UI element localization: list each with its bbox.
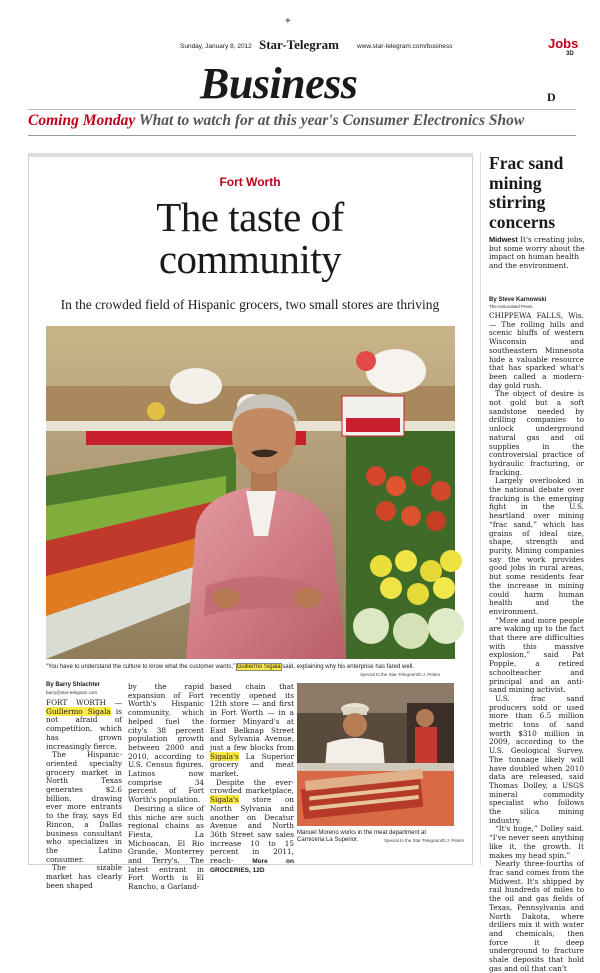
paragraph-text: La Superior grocery and meat market. xyxy=(210,751,294,779)
sidebar-paragraph: Largely overlooked in the national debate over fracking is the emerging fight in the U.S. heartland over mining “frac sand,” which has grains of ideal size, shape, strength and purity. Mining companies say the work provides good jobs in rural areas, but some residents fear the increase in mining could harm human health and the environment. xyxy=(489,476,584,616)
newspaper-name: Star-Telegram xyxy=(259,37,339,52)
highlight-name: Guillermo Sigala xyxy=(46,706,111,716)
photo2-caption: Manuel Moreno works in the meat department at Carniceria La Superior. xyxy=(297,830,427,843)
author-email: barry@star-telegram.com xyxy=(46,690,98,695)
paragraph-text: based chain that recently opened its 12th store — and first in Fort Worth — in a former Minyard's at East Belknap Street and Sylvania Avenue, just a few blocks from xyxy=(210,682,294,752)
story-deck: In the crowded field of Hispanic grocers, two small stores are thriving xyxy=(60,297,440,312)
photo-caption xyxy=(46,664,455,671)
sidebar-deck-text: It's creating jobs, but some worry about the impact on human health and the environment. xyxy=(489,235,585,271)
sidebar-paragraph: Nearly three-fourths of frac sand comes from the Midwest. It's shipped by rail hundreds of miles to the oil and gas fields of Texas, Pennsylvania and North Dakota, where drillers mix it with water and chemicals, then force it deep underground to fracture shale deposits that hold gas and oil that can't xyxy=(489,859,584,973)
story-column-2 xyxy=(128,683,204,892)
story-paragraph: The sizable market has clearly been shaped xyxy=(46,863,122,890)
sidebar-paragraph: The object of desire is not gold but a soft sandstone needed by drilling companies to unlock underground natural gas and oil supplies in the controversial practice of hydraulic fracturing, or fracking. xyxy=(489,389,584,477)
sidebar-paragraph: “It's huge,” Dolley said. “I've never seen anything like it, the growth. It makes my head spin.” xyxy=(489,824,584,860)
column-divider xyxy=(480,153,481,865)
grocer-photo xyxy=(46,326,455,659)
story-column-3 xyxy=(210,683,294,874)
story-paragraph xyxy=(210,779,294,875)
sidebar-paragraph: U.S. frac sand producers sold or used more than 6.5 million metric tons of sand worth $310 million in 2009, according to the U.S. Geological Survey. The tonnage likely will have doubled when 2010 data are released, said Thomas Dolley, a USGS mineral commodity specialist who follows the silica mining industry. xyxy=(489,693,584,825)
sidebar-organization: The Associated Press xyxy=(489,304,533,309)
promo-rule-bottom xyxy=(28,135,576,136)
meat-department-photo xyxy=(297,683,454,826)
sidebar-headline: Frac sand mining stirring concerns xyxy=(489,153,564,232)
headline-line-1: The taste of xyxy=(156,194,344,240)
story-kicker: Fort Worth xyxy=(219,175,281,189)
meat-department-illustration xyxy=(297,683,454,826)
section-title: Business xyxy=(200,59,358,108)
promo-label: Coming Monday xyxy=(28,112,136,129)
story-paragraph xyxy=(210,683,294,779)
paragraph-text: Despite the ever-crowded marketplace, xyxy=(210,777,294,796)
jump-line: More on GROCERIES, 12D xyxy=(210,858,294,874)
story-paragraph: by the rapid expansion of Fort Worth's Hispanic community, which helped fuel the city's 38 percent population growth between 2000 and 2010, according to U.S. Census figures. Latinos now comprise 34 percent of Fort Worth's population. xyxy=(128,682,204,805)
grocer-photo-illustration xyxy=(46,326,455,659)
caption-rest: said, explaining why his enterprise has fared well. xyxy=(282,664,415,670)
highlight-name: Sigala's xyxy=(210,795,239,805)
headline-line-2: community xyxy=(158,236,342,282)
caption-highlight-name: Guillermo Sigala xyxy=(236,664,281,670)
promo-rule-top xyxy=(28,109,576,110)
story-paragraph: The Hispanic-oriented specialty grocery market in North Texas generates $2.6 billion, drawing ever more entrants to the fray, says Ed Rincon, a Dallas business consultant who specializes in the Latino consumer. xyxy=(46,750,122,864)
story-headline xyxy=(60,196,440,280)
jobs-teaser: Jobs xyxy=(548,36,579,51)
story-paragraph xyxy=(46,699,122,751)
sidebar-deck xyxy=(489,236,587,271)
sidebar-paragraph: “More and more people are waking up to the fact that there are difficulties with this massive explosion,” said Pat Popple, a retired schoolteacher and principal and an anti-sand mining activist. xyxy=(489,615,584,695)
registration-mark: + xyxy=(285,16,291,27)
highlight-name: Sigala's xyxy=(210,751,239,761)
story-byline: By Barry Shlachter xyxy=(46,682,101,688)
photo-credit: Special to the Star-Telegram/D.J. Peters xyxy=(360,672,441,677)
story-column-1 xyxy=(46,699,122,890)
website-url: www.star-telegram.com/business xyxy=(357,43,453,50)
dateline: Sunday, January 8, 2012 xyxy=(180,43,252,50)
paragraph-text: is not afraid of competition, which has grown increasingly fierce. xyxy=(46,706,122,751)
sidebar-body xyxy=(489,312,584,973)
story-paragraph: Desiring a slice of this niche are such regional chains as Fiesta, La Michoacan, El Rio Grande, Monterrey and Terry's. The latest entrant in Fort Worth is El Rancho, a Garland- xyxy=(128,803,204,892)
caption-quote: “You have to understand the culture to know what the customer wants,” xyxy=(46,664,235,670)
promo-banner xyxy=(28,112,576,130)
promo-text: What to watch for at this year's Consumer Electronics Show xyxy=(138,112,525,129)
jobs-page-number: 3D xyxy=(566,51,574,57)
section-letter: D xyxy=(547,90,556,104)
sidebar-byline: By Steve Karnowski xyxy=(489,297,547,303)
photo2-credit: Special to the Star-Telegram/D.J. Peters xyxy=(384,838,465,843)
dateline-text: FORT WORTH — xyxy=(46,698,122,707)
sidebar-paragraph: CHIPPEWA FALLS, Wis. — The rolling hills and scenic bluffs of western Wisconsin and southeastern Minnesota hide a valuable resource that has sparked what's been called a modern-day gold rush. xyxy=(489,311,584,390)
paragraph-text: store on North Sylvania and another on Decatur Avenue and North 36th Street saw sales increase 10 to 15 percent in 2011, reach- xyxy=(210,795,294,866)
sidebar-deck-label: Midwest xyxy=(489,235,518,244)
